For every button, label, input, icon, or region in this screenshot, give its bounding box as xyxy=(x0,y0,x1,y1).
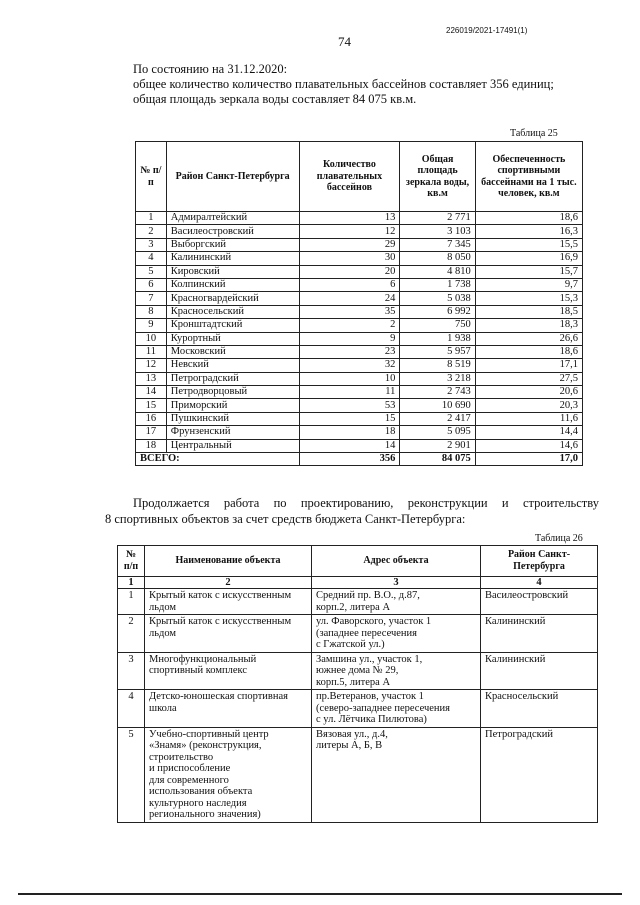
row-provision: 15,3 xyxy=(475,292,582,305)
row-num: 2 xyxy=(136,225,167,238)
row-area: 8 050 xyxy=(400,252,475,265)
header-count: Количество плавательных бассейнов xyxy=(299,142,400,212)
row-area: 1 938 xyxy=(400,332,475,345)
table-row xyxy=(136,386,583,399)
row-name-line: регионального значения) xyxy=(149,809,261,820)
row-address xyxy=(312,589,481,615)
row-district: Пушкинский xyxy=(166,412,299,425)
row-area: 7 345 xyxy=(400,238,475,251)
row-address-line: Средний пр. В.О., д.87, xyxy=(316,590,420,601)
pools-table xyxy=(135,141,583,466)
row-provision: 17,1 xyxy=(475,359,582,372)
row-district: Петроградский xyxy=(481,727,598,822)
row-count: 32 xyxy=(299,359,400,372)
row-count: 14 xyxy=(299,439,400,452)
row-area: 4 810 xyxy=(400,265,475,278)
row-district: Красносельский xyxy=(166,305,299,318)
row-address xyxy=(312,690,481,728)
row-district: Адмиралтейский xyxy=(166,212,299,225)
table-row xyxy=(136,399,583,412)
row-address-line: корп.2, литера А xyxy=(316,601,391,613)
row-address xyxy=(312,615,481,653)
row-name-line: строительство xyxy=(149,751,214,763)
table-row xyxy=(136,278,583,291)
total-count: 356 xyxy=(299,453,400,466)
row-district: Калининский xyxy=(166,252,299,265)
table-row xyxy=(136,345,583,358)
row-num: 5 xyxy=(118,727,145,822)
table-header-row xyxy=(136,142,583,212)
row-provision: 15,7 xyxy=(475,265,582,278)
intro-line: общее количество количество плавательных бассейнов составляет 356 единиц; xyxy=(133,77,554,91)
table-26-caption: Таблица 26 xyxy=(535,533,583,544)
row-address xyxy=(312,652,481,690)
row-num: 18 xyxy=(136,439,167,452)
row-provision: 27,5 xyxy=(475,372,582,385)
table-row xyxy=(136,372,583,385)
row-num: 16 xyxy=(136,412,167,425)
total-label: ВСЕГО: xyxy=(136,453,300,466)
row-name xyxy=(145,690,312,728)
row-district: Калининский xyxy=(481,615,598,653)
row-num: 8 xyxy=(136,305,167,318)
row-num: 14 xyxy=(136,386,167,399)
table-row xyxy=(136,238,583,251)
row-count: 18 xyxy=(299,426,400,439)
row-count: 30 xyxy=(299,252,400,265)
row-num: 13 xyxy=(136,372,167,385)
row-count: 13 xyxy=(299,212,400,225)
row-num: 7 xyxy=(136,292,167,305)
table-row xyxy=(136,426,583,439)
row-provision: 26,6 xyxy=(475,332,582,345)
row-name xyxy=(145,727,312,822)
row-address-line: ул. Фаворского, участок 1 xyxy=(316,616,432,627)
row-count: 2 xyxy=(299,319,400,332)
row-area: 1 738 xyxy=(400,278,475,291)
column-index: 2 xyxy=(145,577,312,589)
sports-objects-table xyxy=(117,545,598,823)
row-area: 2 743 xyxy=(400,386,475,399)
row-name-line: льдом xyxy=(149,627,177,639)
table-row xyxy=(118,589,598,615)
table-row xyxy=(136,265,583,278)
header-name: Наименование объекта xyxy=(145,546,312,577)
row-num: 4 xyxy=(118,690,145,728)
body-paragraph xyxy=(105,495,599,527)
total-row xyxy=(136,453,583,466)
row-name-line: Крытый каток с искусственным xyxy=(149,616,292,627)
row-provision: 18,6 xyxy=(475,345,582,358)
row-name-line: льдом xyxy=(149,601,177,613)
row-district: Колпинский xyxy=(166,278,299,291)
row-count: 29 xyxy=(299,238,400,251)
row-address-line: с ул. Лётчика Пилютова) xyxy=(316,714,427,725)
row-num: 15 xyxy=(136,399,167,412)
row-district: Петродворцовый xyxy=(166,386,299,399)
row-address-line: (северо-западнее пересечения xyxy=(316,702,451,714)
row-name-line: Детско-юношеская спортивная xyxy=(149,691,288,702)
row-provision: 9,7 xyxy=(475,278,582,291)
row-provision: 11,6 xyxy=(475,412,582,425)
row-district: Красносельский xyxy=(481,690,598,728)
row-name xyxy=(145,589,312,615)
row-district: Калининский xyxy=(481,652,598,690)
intro-line: общая площадь зеркала воды составляет 84 075 кв.м. xyxy=(133,92,417,106)
row-address-line: корп.5, литера А xyxy=(316,676,391,688)
row-num: 3 xyxy=(118,652,145,690)
row-num: 2 xyxy=(118,615,145,653)
row-area: 2 771 xyxy=(400,212,475,225)
row-num: 3 xyxy=(136,238,167,251)
row-district: Центральный xyxy=(166,439,299,452)
row-provision: 18,3 xyxy=(475,319,582,332)
row-address-line: Замшина ул., участок 1, xyxy=(316,653,423,665)
row-count: 11 xyxy=(299,386,400,399)
row-name-line: Крытый каток с искусственным xyxy=(149,590,292,601)
column-index: 3 xyxy=(312,577,481,589)
table-row xyxy=(136,332,583,345)
row-num: 5 xyxy=(136,265,167,278)
row-address-line: пр.Ветеранов, участок 1 xyxy=(316,691,424,702)
row-count: 9 xyxy=(299,332,400,345)
column-index-row xyxy=(118,577,598,589)
row-address-line: с Гжатской ул.) xyxy=(316,639,385,650)
page-number: 74 xyxy=(338,34,351,49)
row-count: 24 xyxy=(299,292,400,305)
row-count: 20 xyxy=(299,265,400,278)
paragraph-line: Продолжается работа по проектированию, реконструкции и строительству xyxy=(133,496,599,510)
row-provision: 14,6 xyxy=(475,439,582,452)
header-num: № п/п xyxy=(118,546,145,577)
header-district: Район Санкт-Петербурга xyxy=(166,142,299,212)
row-address-line: южнее дома № 29, xyxy=(316,665,399,676)
header-provision: Обеспеченность спортивными бассейнами на 1 тыс. человек, кв.м xyxy=(475,142,582,212)
row-area: 3 103 xyxy=(400,225,475,238)
row-provision: 20,6 xyxy=(475,386,582,399)
table-row xyxy=(136,359,583,372)
row-name-line: Учебно-спортивный центр xyxy=(149,728,269,740)
row-name-line: и приспособление xyxy=(149,763,231,774)
row-provision: 20,3 xyxy=(475,399,582,412)
row-area: 8 519 xyxy=(400,359,475,372)
row-provision: 18,5 xyxy=(475,305,582,318)
row-count: 6 xyxy=(299,278,400,291)
row-name-line: «Знамя» (реконструкция, xyxy=(149,740,262,751)
row-provision: 16,3 xyxy=(475,225,582,238)
column-index: 4 xyxy=(481,577,598,589)
footer-divider xyxy=(18,893,622,895)
paragraph-line: 8 спортивных объектов за счет средств бюджета Санкт-Петербурга: xyxy=(105,512,466,526)
column-index: 1 xyxy=(118,577,145,589)
row-district: Московский xyxy=(166,345,299,358)
row-district: Невский xyxy=(166,359,299,372)
row-area: 6 992 xyxy=(400,305,475,318)
row-num: 10 xyxy=(136,332,167,345)
header-num: № п/п xyxy=(136,142,167,212)
total-area: 84 075 xyxy=(400,453,475,466)
row-address-line: Вязовая ул., д.4, xyxy=(316,728,388,740)
row-address-line: литеры А, Б, В xyxy=(316,740,383,751)
intro-text xyxy=(133,62,583,107)
row-num: 1 xyxy=(118,589,145,615)
row-num: 12 xyxy=(136,359,167,372)
table-row xyxy=(136,319,583,332)
row-district: Курортный xyxy=(166,332,299,345)
row-address-line: (западнее пересечения xyxy=(316,627,418,639)
table-row xyxy=(136,305,583,318)
row-district: Фрунзенский xyxy=(166,426,299,439)
row-area: 5 957 xyxy=(400,345,475,358)
row-district: Приморский xyxy=(166,399,299,412)
row-num: 1 xyxy=(136,212,167,225)
row-district: Кировский xyxy=(166,265,299,278)
header-area: Общая площадь зеркала воды, кв.м xyxy=(400,142,475,212)
row-provision: 15,5 xyxy=(475,238,582,251)
row-count: 12 xyxy=(299,225,400,238)
table-row xyxy=(118,652,598,690)
header-district: Район Санкт-Петербурга xyxy=(481,546,598,577)
row-area: 750 xyxy=(400,319,475,332)
table-row xyxy=(118,615,598,653)
row-district: Кронштадтский xyxy=(166,319,299,332)
row-name-line: культурного наследия xyxy=(149,797,247,809)
table-row xyxy=(136,225,583,238)
row-district: Василеостровский xyxy=(166,225,299,238)
row-num: 9 xyxy=(136,319,167,332)
row-area: 5 095 xyxy=(400,426,475,439)
table-row xyxy=(136,292,583,305)
intro-line: По состоянию на 31.12.2020: xyxy=(133,62,288,76)
row-num: 11 xyxy=(136,345,167,358)
row-area: 3 218 xyxy=(400,372,475,385)
row-name-line: для современного xyxy=(149,774,229,786)
row-district: Петроградский xyxy=(166,372,299,385)
row-provision: 18,6 xyxy=(475,212,582,225)
table-header-row xyxy=(118,546,598,577)
table-25-caption: Таблица 25 xyxy=(510,128,558,139)
table-row xyxy=(136,412,583,425)
row-count: 35 xyxy=(299,305,400,318)
header-address: Адрес объекта xyxy=(312,546,481,577)
row-area: 2 417 xyxy=(400,412,475,425)
row-address xyxy=(312,727,481,822)
row-count: 23 xyxy=(299,345,400,358)
table-row xyxy=(136,252,583,265)
row-name-line: школа xyxy=(149,702,177,714)
row-area: 2 901 xyxy=(400,439,475,452)
row-num: 4 xyxy=(136,252,167,265)
total-provision: 17,0 xyxy=(475,453,582,466)
row-name xyxy=(145,652,312,690)
row-name xyxy=(145,615,312,653)
table-row xyxy=(118,690,598,728)
row-name-line: Многофункциональный xyxy=(149,653,257,665)
row-area: 5 038 xyxy=(400,292,475,305)
row-provision: 16,9 xyxy=(475,252,582,265)
row-count: 10 xyxy=(299,372,400,385)
document-number: 226019/2021-17491(1) xyxy=(446,26,528,35)
row-district: Красногвардейский xyxy=(166,292,299,305)
row-count: 53 xyxy=(299,399,400,412)
table-row xyxy=(118,727,598,822)
table-row xyxy=(136,212,583,225)
row-count: 15 xyxy=(299,412,400,425)
table-row xyxy=(136,439,583,452)
row-district: Выборгский xyxy=(166,238,299,251)
row-area: 10 690 xyxy=(400,399,475,412)
row-name-line: спортивный комплекс xyxy=(149,665,248,676)
row-district: Василеостровский xyxy=(481,589,598,615)
row-num: 6 xyxy=(136,278,167,291)
row-num: 17 xyxy=(136,426,167,439)
row-name-line: использования объекта xyxy=(149,786,253,797)
row-provision: 14,4 xyxy=(475,426,582,439)
